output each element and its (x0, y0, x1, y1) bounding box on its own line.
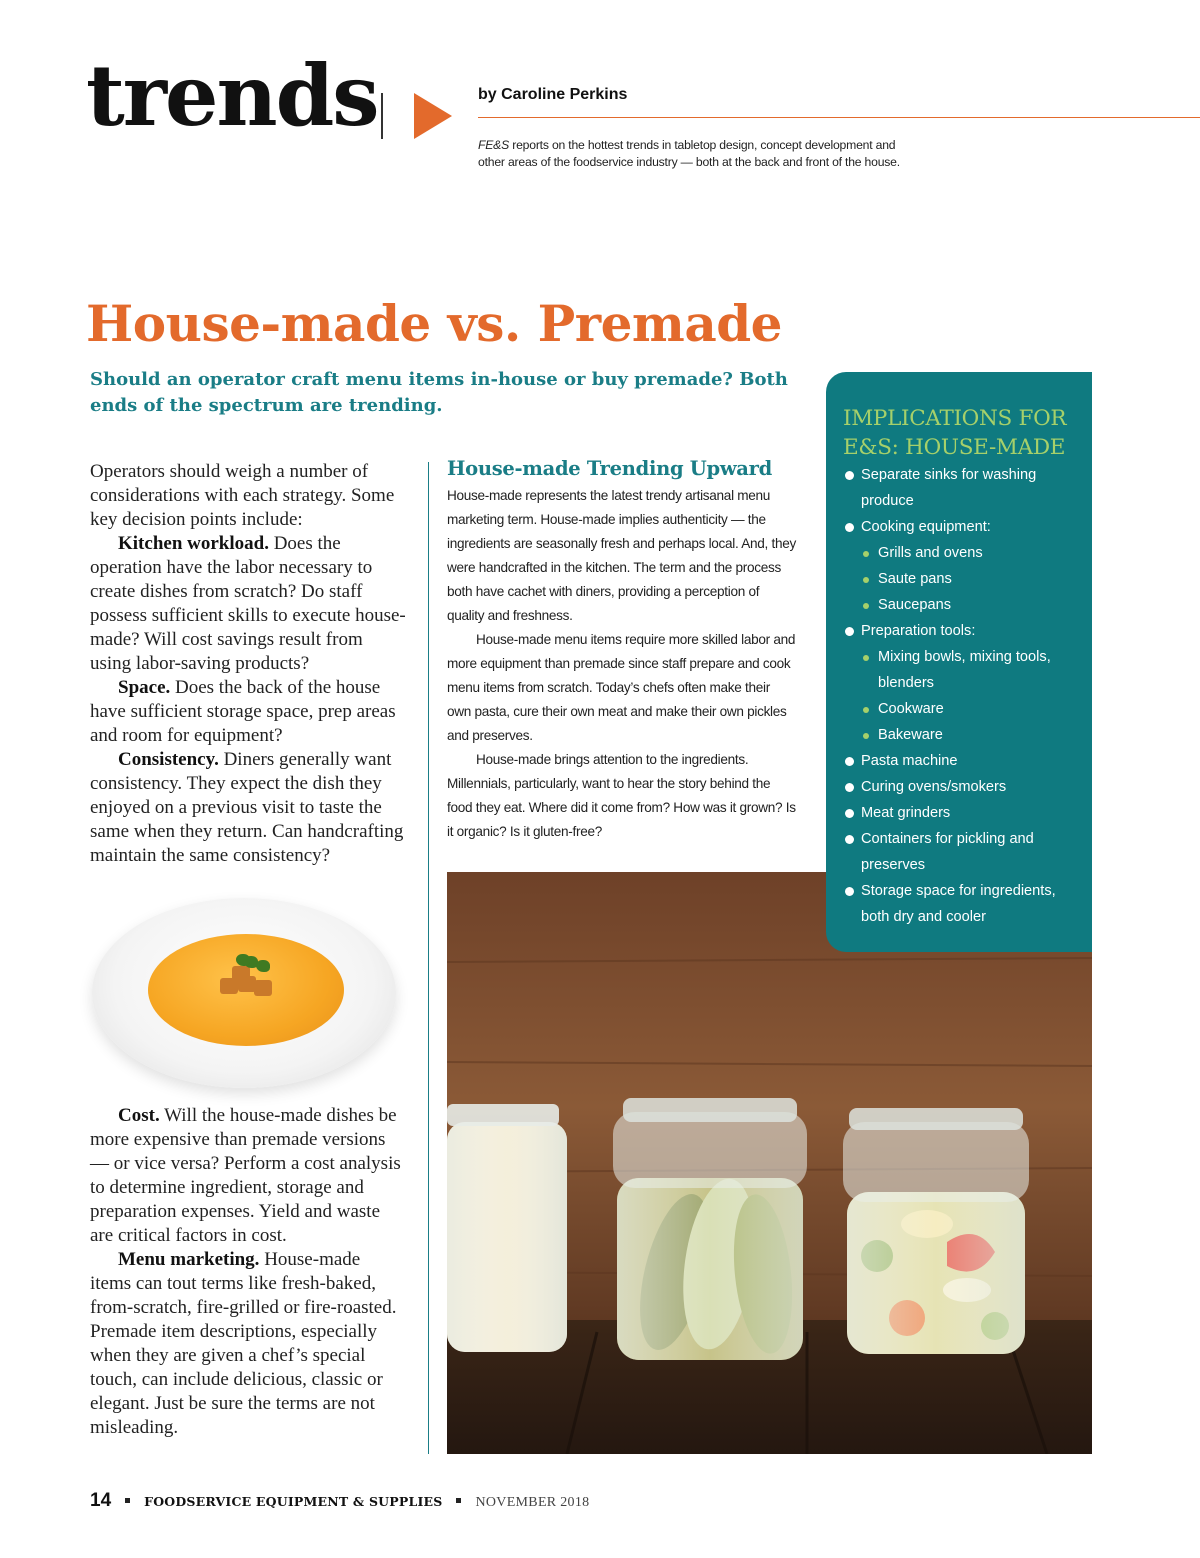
sidebar-item-text: Mixing bowls, mixing tools, blenders (878, 649, 1051, 691)
sidebar-subitem (843, 722, 1088, 748)
sidebar-item-text: Bakeware (878, 727, 943, 743)
sidebar-item-text: Storage space for ingredients, both dry and cooler (861, 883, 1056, 925)
bullet-icon (863, 733, 869, 739)
sidebar-item-text: Preparation tools: (861, 623, 976, 639)
sidebar-item (843, 748, 1088, 774)
bullet-icon (845, 809, 854, 818)
section-title: trends (86, 46, 378, 145)
sidebar-item (843, 462, 1088, 514)
article-headline: House-made vs. Premade (86, 294, 782, 353)
bullet-icon (845, 835, 854, 844)
soup-bowl-image (90, 898, 406, 1098)
herb-shape (236, 954, 250, 966)
body-paragraph: House-made represents the latest trendy artisanal menu marketing term. House-made implies authenticity — the ingredients are seasonally fresh and perhaps local. And, they were handcrafted in the kitchen. The term and the process both have cachet with diners, providing a perception of quality and freshness. (447, 488, 796, 623)
footer-separator (456, 1498, 461, 1503)
page-footer (90, 1490, 589, 1512)
implications-sidebar (826, 372, 1092, 952)
crouton-shape (232, 966, 250, 982)
paragraph-space (90, 676, 406, 748)
paragraph-text: Does the back of the house have sufficient storage space, prep areas and room for equipment? (90, 677, 396, 746)
bullet-icon (863, 551, 869, 557)
sidebar-item-text: Cooking equipment: (861, 519, 991, 535)
pickles-jar (613, 1098, 807, 1360)
bullet-icon (845, 471, 854, 480)
section-dek (478, 137, 918, 171)
paragraph-menu-marketing (90, 1248, 406, 1440)
bullet-icon (863, 655, 869, 661)
sidebar-item-text: Separate sinks for washing produce (861, 467, 1037, 509)
paragraph-text: Will the house-made dishes be more expensive than premade versions — or vice versa? Perform a cost analysis to determine ingredient, storage and preparation expenses. Yield and waste are critical factors in cost. (90, 1105, 401, 1246)
paragraph-text: Does the operation have the labor necessary to create dishes from scratch? Do staff possess sufficient skills to execute house-made? Will cost savings result from using labor-saving products? (90, 533, 406, 674)
pickle-jars-photo (447, 872, 1092, 1454)
paragraph-lead: Consistency. (118, 749, 219, 770)
bullet-icon (845, 523, 854, 532)
sidebar-item-text: Saucepans (878, 597, 952, 613)
dek-publication: FE&S (478, 138, 510, 152)
column-divider (428, 462, 429, 1454)
sidebar-item (843, 878, 1088, 930)
body-paragraph: House-made brings attention to the ingredients. Millennials, particularly, want to hear the story behind the food they eat. Where did it come from? How was it grown? Is it organic? Is it gluten-free? (447, 752, 796, 839)
article-subhead: Should an operator craft menu items in-house or buy premade? Both ends of the spectrum are trending. (90, 369, 788, 416)
sidebar-item-text: Saute pans (878, 571, 952, 587)
sidebar-subitem (843, 540, 1088, 566)
issue-date: NOVEMBER 2018 (475, 1495, 590, 1510)
sidebar-subitem (843, 566, 1088, 592)
sidebar-item (843, 800, 1088, 826)
sidebar-item-text: Cookware (878, 701, 944, 717)
sidebar-subitem (843, 696, 1088, 722)
bullet-icon (845, 627, 854, 636)
dek-text: reports on the hottest trends in tabletop design, concept development and other areas of the foodservice industry — both at the back and front of the house. (478, 138, 900, 169)
sidebar-item (843, 826, 1088, 878)
paragraph-text: House-made items can tout terms like fresh-baked, from-scratch, fire-grilled or fire-roasted. Premade item descriptions, especially when they are given a chef’s special touch, can include delicious, classic or elegant. Just be sure the terms are not misleading. (90, 1249, 397, 1438)
paragraph-kitchen-workload (90, 532, 406, 676)
sidebar-subitem (843, 592, 1088, 618)
left-column-top (90, 460, 406, 868)
sauerkraut-jar (447, 1104, 567, 1352)
sidebar-item (843, 774, 1088, 800)
bullet-icon (845, 783, 854, 792)
bullet-icon (863, 577, 869, 583)
byline: by Caroline Perkins (478, 86, 628, 103)
mixed-vegetables-jar (843, 1108, 1029, 1354)
header-rule (478, 117, 1200, 118)
paragraph-text: Diners generally want consistency. They expect the dish they enjoyed on a previous visit to taste the same when they return. Can handcrafting maintain the same consistency? (90, 749, 404, 866)
paragraph-lead: Cost. (118, 1105, 160, 1126)
paragraph-lead: Kitchen workload. (118, 533, 269, 554)
bullet-icon (863, 603, 869, 609)
bullet-icon (845, 887, 854, 896)
sidebar-list (843, 462, 1088, 930)
bullet-icon (845, 757, 854, 766)
section-heading: House-made Trending Upward (447, 457, 772, 480)
sidebar-title: IMPLICATIONS FOR E&S: HOUSE-MADE (843, 406, 1067, 460)
sidebar-subitem (843, 644, 1088, 696)
sidebar-item-text: Containers for pickling and preserves (861, 831, 1034, 873)
header-divider (381, 93, 383, 139)
body-paragraph: House-made menu items require more skilled labor and more equipment than premade since staff prepare and cook menu items from scratch. Today’s chefs often make their own pasta, cure their own meat and make their own pickles and preserves. (447, 632, 796, 743)
sidebar-item-text: Grills and ovens (878, 545, 983, 561)
herb-shape (256, 960, 270, 972)
pickle-jars-illustration (447, 872, 1092, 1454)
paragraph-lead: Space. (118, 677, 171, 698)
page-number: 14 (90, 1490, 112, 1511)
publication-name: FOODSERVICE EQUIPMENT & SUPPLIES (144, 1494, 443, 1509)
sidebar-item-text: Curing ovens/smokers (861, 779, 1007, 795)
paragraph-cost (90, 1104, 406, 1248)
left-column-bottom (90, 1104, 406, 1440)
crouton-shape (254, 980, 272, 996)
sidebar-item-text: Pasta machine (861, 753, 958, 769)
middle-column (447, 484, 797, 844)
arrow-icon (414, 93, 452, 139)
sidebar-item (843, 514, 1088, 540)
sidebar-item-text: Meat grinders (861, 805, 951, 821)
footer-separator (125, 1498, 130, 1503)
paragraph-consistency (90, 748, 406, 868)
bullet-icon (863, 707, 869, 713)
paragraph-lead: Menu marketing. (118, 1249, 260, 1270)
sidebar-item (843, 618, 1088, 644)
intro-paragraph: Operators should weigh a number of considerations with each strategy. Some key decision points include: (90, 461, 395, 530)
bowl-shape (92, 898, 396, 1088)
